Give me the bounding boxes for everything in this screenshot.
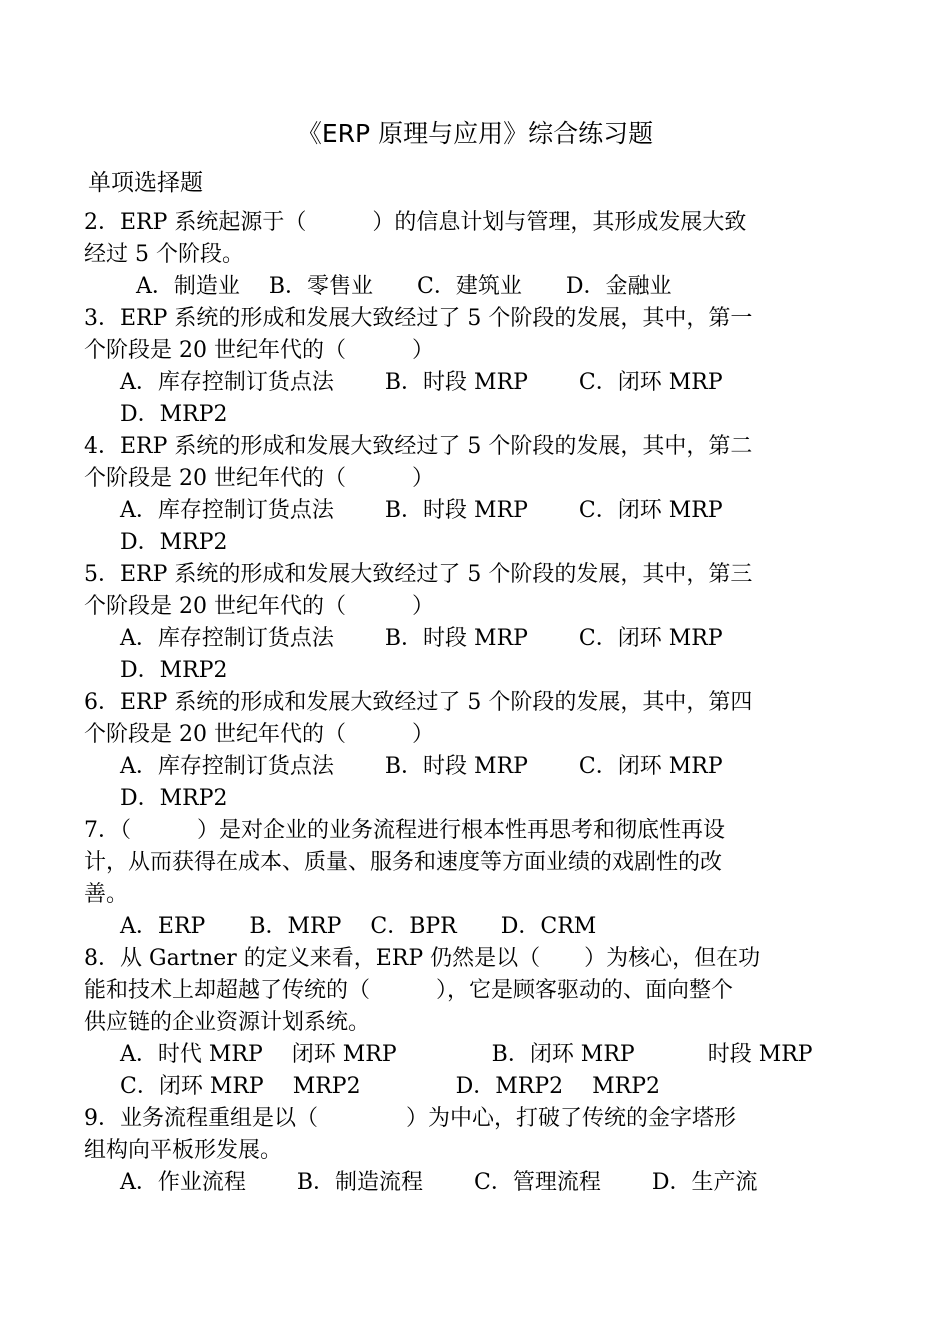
question-stem-line: 5．ERP 系统的形成和发展大致经过了 5 个阶段的发展，其中，第三 bbox=[84, 562, 753, 587]
section-heading: 单项选择题 bbox=[88, 170, 203, 196]
question-options: A．制造业 B．零售业 C．建筑业 D．金融业 bbox=[136, 274, 672, 299]
question-stem-line: 能和技术上却超越了传统的（ ），它是顾客驱动的、面向整个 bbox=[84, 978, 734, 1003]
question-7 bbox=[84, 815, 844, 943]
question-options: C．闭环 MRP MRP2 D．MRP2 MRP2 bbox=[120, 1074, 661, 1099]
question-3 bbox=[84, 303, 844, 431]
question-8 bbox=[84, 943, 844, 1103]
question-stem-line: 个阶段是 20 世纪年代的（ ） bbox=[84, 594, 434, 619]
question-4 bbox=[84, 431, 844, 559]
question-stem-line: 善。 bbox=[84, 882, 129, 907]
question-options: A．时代 MRP 闭环 MRP B．闭环 MRP 时段 MRP bbox=[120, 1042, 813, 1067]
question-options: A．库存控制订货点法 B．时段 MRP C．闭环 MRP bbox=[120, 626, 723, 651]
question-options: A．作业流程 B．制造流程 C．管理流程 D．生产流 bbox=[120, 1170, 758, 1195]
question-options: D．MRP2 bbox=[120, 530, 228, 555]
question-stem-line: 组构向平板形发展。 bbox=[84, 1138, 283, 1163]
question-stem-line: 9．业务流程重组是以（ ）为中心，打破了传统的金字塔形 bbox=[84, 1106, 736, 1131]
question-6 bbox=[84, 687, 844, 815]
question-stem-line: 个阶段是 20 世纪年代的（ ） bbox=[84, 466, 434, 491]
question-stem-line: 经过 5 个阶段。 bbox=[84, 242, 244, 267]
question-list bbox=[84, 207, 844, 1199]
question-stem-line: 计，从而获得在成本、质量、服务和速度等方面业绩的戏剧性的改 bbox=[84, 850, 723, 875]
question-stem-line: 8．从 Gartner 的定义来看，ERP 仍然是以（ ）为核心，但在功 bbox=[84, 946, 761, 971]
question-options: A．库存控制订货点法 B．时段 MRP C．闭环 MRP bbox=[120, 370, 723, 395]
question-options: A．库存控制订货点法 B．时段 MRP C．闭环 MRP bbox=[120, 498, 723, 523]
question-9 bbox=[84, 1103, 844, 1199]
question-options: A．库存控制订货点法 B．时段 MRP C．闭环 MRP bbox=[120, 754, 723, 779]
document-title: 《ERP 原理与应用》综合练习题 bbox=[296, 119, 654, 148]
question-stem-line: 2．ERP 系统起源于（ ）的信息计划与管理，其形成发展大致 bbox=[84, 210, 747, 235]
question-stem-line: 供应链的企业资源计划系统。 bbox=[84, 1010, 371, 1035]
question-options: A．ERP B．MRP C．BPR D．CRM bbox=[120, 914, 597, 939]
question-stem-line: 7．（ ）是对企业的业务流程进行根本性再思考和彻底性再设 bbox=[84, 818, 725, 843]
question-options: D．MRP2 bbox=[120, 402, 228, 427]
question-stem-line: 个阶段是 20 世纪年代的（ ） bbox=[84, 338, 434, 363]
question-2 bbox=[84, 207, 844, 303]
question-5 bbox=[84, 559, 844, 687]
question-stem-line: 6．ERP 系统的形成和发展大致经过了 5 个阶段的发展，其中，第四 bbox=[84, 690, 753, 715]
question-options: D．MRP2 bbox=[120, 786, 228, 811]
question-stem-line: 3．ERP 系统的形成和发展大致经过了 5 个阶段的发展，其中，第一 bbox=[84, 306, 753, 331]
question-stem-line: 4．ERP 系统的形成和发展大致经过了 5 个阶段的发展，其中，第二 bbox=[84, 434, 753, 459]
question-stem-line: 个阶段是 20 世纪年代的（ ） bbox=[84, 722, 434, 747]
question-options: D．MRP2 bbox=[120, 658, 228, 683]
